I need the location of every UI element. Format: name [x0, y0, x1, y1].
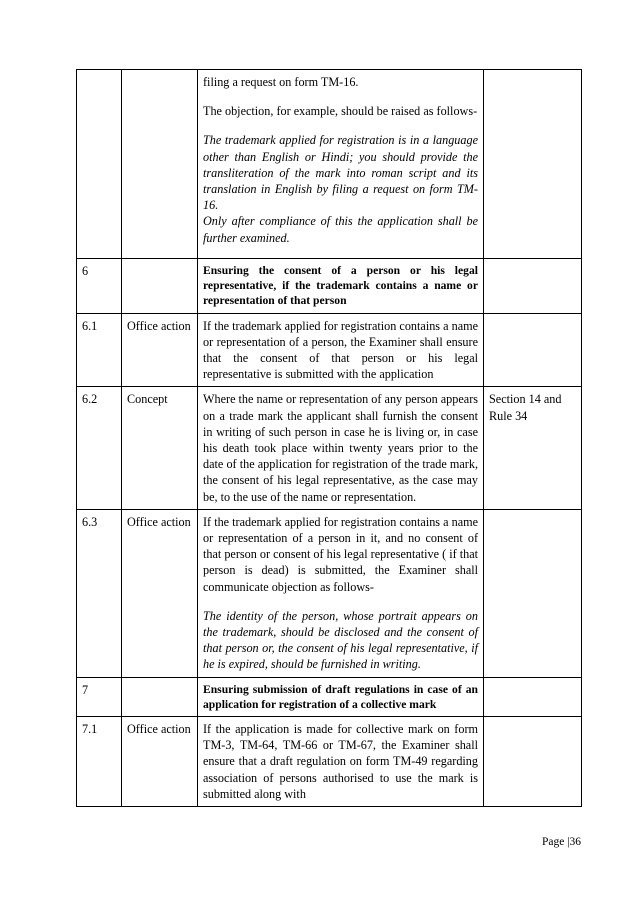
guidelines-table	[76, 69, 582, 807]
objection-text: Only after compliance of this the application shall be further examined.	[203, 214, 478, 245]
table-row	[77, 70, 582, 259]
table-row	[77, 717, 582, 807]
section-heading: Ensuring submission of draft regulations in case of an application for registration of a collective mark	[198, 677, 484, 716]
row-type-cell: Concept	[122, 387, 198, 509]
row-number-cell: 6.3	[77, 509, 122, 677]
table-row	[77, 387, 582, 509]
objection-text: The identity of the person, whose portrait appears on the trademark, should be disclosed and the consent of that person or, the consent of his legal representative, if he is expired, should be furnished in writing.	[203, 608, 478, 672]
row-type-cell: Office action	[122, 509, 198, 677]
table-row	[77, 509, 582, 677]
table-row	[77, 677, 582, 716]
body-text: If the trademark applied for registration contains a name or representation of a person in it, and no consent of that person or consent of his legal representative ( if that person is dead) is submitted, the Examiner shall communicate objection as follows-	[203, 514, 478, 594]
page-number: Page |36	[541, 836, 581, 848]
row-reference-cell: Section 14 and Rule 34	[484, 387, 582, 509]
body-text: The objection, for example, should be raised as follows-	[203, 104, 478, 119]
section-heading: Ensuring the consent of a person or his legal representative, if the trademark contains a name or representation of that person	[198, 259, 484, 314]
row-number-cell: 7.1	[77, 717, 122, 807]
row-type-cell: Office action	[122, 717, 198, 807]
table-row	[77, 313, 582, 387]
row-type-cell	[122, 677, 198, 716]
row-number-cell: 7	[77, 677, 122, 716]
row-number-cell: 6.1	[77, 313, 122, 387]
table-row	[77, 259, 582, 314]
row-reference-cell	[484, 259, 582, 314]
row-number-cell: 6.2	[77, 387, 122, 509]
row-text-cell	[198, 509, 484, 677]
row-type-cell	[122, 70, 198, 259]
row-type-cell: Office action	[122, 313, 198, 387]
row-number-cell	[77, 70, 122, 259]
body-text: filing a request on form TM-16.	[203, 75, 359, 89]
row-text-cell: Where the name or representation of any person appears on a trade mark the applicant shall furnish the consent in writing of such person in case he is living or, in case his death took place within twenty years prior to the date of the application for registration of the trade mark, the consent of his legal representative, as the case may be, to the use of the name or representation.	[198, 387, 484, 509]
objection-text: The trademark applied for registration is in a language other than English or Hindi; you should provide the transliteration of the mark into roman script and its translation in English by filing a request on form TM-16.	[203, 133, 478, 213]
row-type-cell	[122, 259, 198, 314]
row-reference-cell	[484, 70, 582, 259]
row-text-cell: If the application is made for collective mark on form TM-3, TM-64, TM-66 or TM-67, the Examiner shall ensure that a draft regulation on form TM-49 regarding association of persons authorised to use the mark is submitted along with	[198, 717, 484, 807]
row-number-cell: 6	[77, 259, 122, 314]
row-reference-cell	[484, 717, 582, 807]
row-text-cell: If the trademark applied for registration contains a name or representation of a person, the Examiner shall ensure that the consent of that person or his legal representative is submitted with the application	[198, 313, 484, 387]
row-reference-cell	[484, 509, 582, 677]
row-reference-cell	[484, 313, 582, 387]
row-text-cell	[198, 70, 484, 259]
row-reference-cell	[484, 677, 582, 716]
